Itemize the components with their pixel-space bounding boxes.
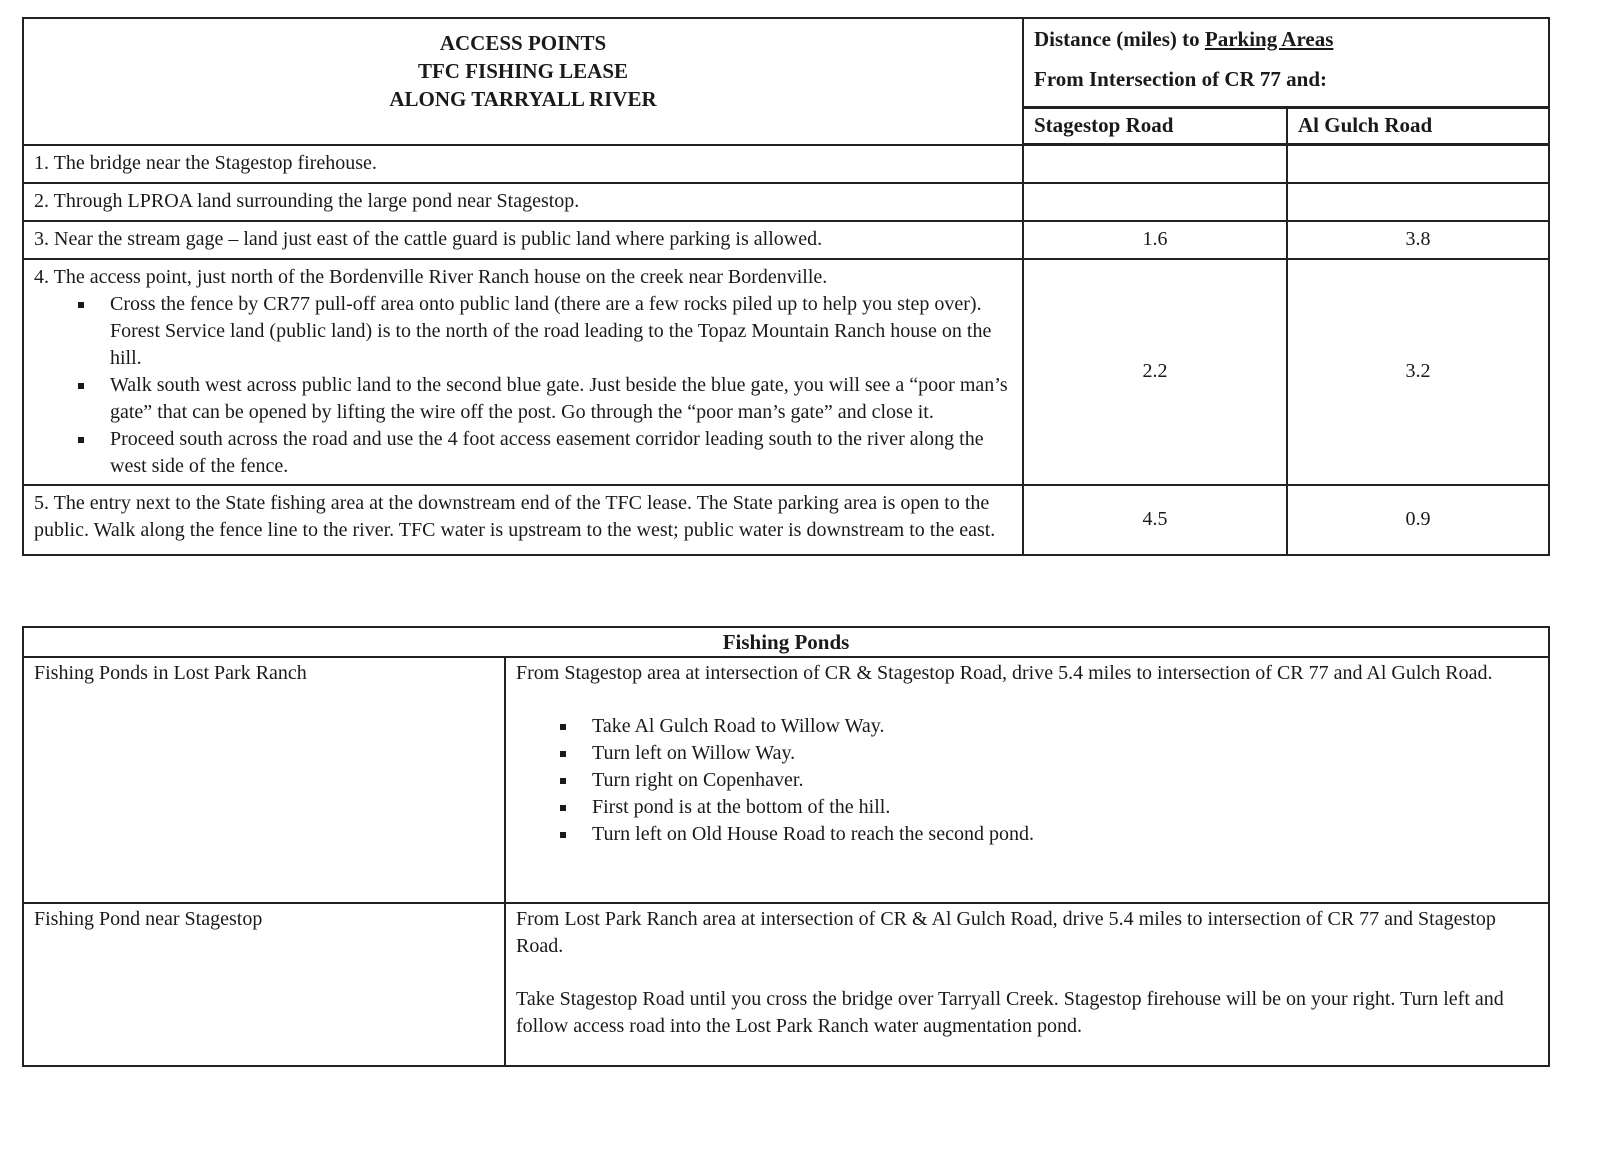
title-line-3: ALONG TARRYALL RIVER xyxy=(389,87,657,111)
pond-directions-steps xyxy=(516,713,1538,848)
distance-header-prefix: Distance (miles) to xyxy=(1034,27,1205,51)
pond-directions-detail: Take Stagestop Road until you cross the bridge over Tarryall Creek. Stagestop firehouse will be on your right. Turn left and follow access road into the Lost Park Ranch water augmentation pond. xyxy=(516,988,1504,1037)
distance-algulch xyxy=(1287,183,1549,221)
pond-name: Fishing Pond near Stagestop xyxy=(23,903,505,1066)
distance-algulch xyxy=(1287,145,1549,183)
list-item: Turn right on Copenhaver. xyxy=(592,767,1538,794)
distance-algulch: 0.9 xyxy=(1287,485,1549,555)
distance-stagestop: 1.6 xyxy=(1023,221,1287,259)
fishing-ponds-table xyxy=(22,626,1550,1067)
title-line-2: TFC FISHING LEASE xyxy=(417,59,629,83)
list-item: Take Al Gulch Road to Willow Way. xyxy=(592,713,1538,740)
access-point-text: 2. Through LPROA land surrounding the large pond near Stagestop. xyxy=(23,183,1023,221)
access-point-text: 1. The bridge near the Stagestop firehouse. xyxy=(23,145,1023,183)
access-points-title xyxy=(23,18,1023,145)
access-point-text: 4. The access point, just north of the Bordenville River Ranch house on the creek near Bordenville. xyxy=(34,265,828,288)
table-row xyxy=(23,145,1549,183)
title-line-1: ACCESS POINTS xyxy=(439,31,607,55)
table-row xyxy=(23,657,1549,903)
list-item: Cross the fence by CR77 pull-off area onto public land (there are a few rocks piled up to help you step over). Forest Service land (public land) is to the north of the road leading to the Topaz Mountain Ranch house on the hill. xyxy=(110,291,1012,372)
access-point-text: 5. The entry next to the State fishing area at the downstream end of the TFC lease. The State parking area is open to the public. Walk along the fence line to the river. TFC water is upstream to the west; public water is downstream to the east. xyxy=(23,485,1023,555)
list-item: Walk south west across public land to the second blue gate. Just beside the blue gate, you will see a “poor man’s gate” that can be opened by lifting the wire off the post. Go through the “poor man’s gate” and close it. xyxy=(110,372,1012,426)
distance-stagestop xyxy=(1023,183,1287,221)
distance-stagestop: 2.2 xyxy=(1023,259,1287,485)
list-item: Turn left on Willow Way. xyxy=(592,740,1538,767)
list-item: Proceed south across the road and use the 4 foot access easement corridor leading south to the river along the west side of the fence. xyxy=(110,426,1012,480)
table-row xyxy=(23,485,1549,555)
list-item: Turn left on Old House Road to reach the second pond. xyxy=(592,821,1538,848)
table-row xyxy=(23,259,1549,485)
fishing-ponds-title: Fishing Ponds xyxy=(23,627,1549,657)
list-item: First pond is at the bottom of the hill. xyxy=(592,794,1538,821)
pond-directions-intro: From Lost Park Ranch area at intersection of CR & Al Gulch Road, drive 5.4 miles to intersection of CR 77 and Stagestop Road. xyxy=(516,908,1496,957)
pond-directions xyxy=(505,903,1549,1066)
distance-stagestop xyxy=(1023,145,1287,183)
distance-header-line2: From Intersection of CR 77 and: xyxy=(1034,67,1327,91)
table-row xyxy=(23,221,1549,259)
access-point-text: 3. Near the stream gage – land just east of the cattle guard is public land where parking is allowed. xyxy=(23,221,1023,259)
distance-header xyxy=(1023,18,1549,108)
table-row xyxy=(23,903,1549,1066)
column-header-algulch: Al Gulch Road xyxy=(1287,108,1549,145)
distance-header-parking: Parking Areas xyxy=(1204,27,1334,51)
pond-directions-intro: From Stagestop area at intersection of CR & Stagestop Road, drive 5.4 miles to intersection of CR 77 and Al Gulch Road. xyxy=(516,662,1493,684)
distance-algulch: 3.2 xyxy=(1287,259,1549,485)
distance-algulch: 3.8 xyxy=(1287,221,1549,259)
pond-name: Fishing Ponds in Lost Park Ranch xyxy=(23,657,505,903)
access-points-table xyxy=(22,17,1550,556)
table-row xyxy=(23,183,1549,221)
access-point-4 xyxy=(23,259,1023,485)
access-point-4-steps xyxy=(34,291,1012,480)
distance-stagestop: 4.5 xyxy=(1023,485,1287,555)
column-header-stagestop: Stagestop Road xyxy=(1023,108,1287,145)
pond-directions xyxy=(505,657,1549,903)
